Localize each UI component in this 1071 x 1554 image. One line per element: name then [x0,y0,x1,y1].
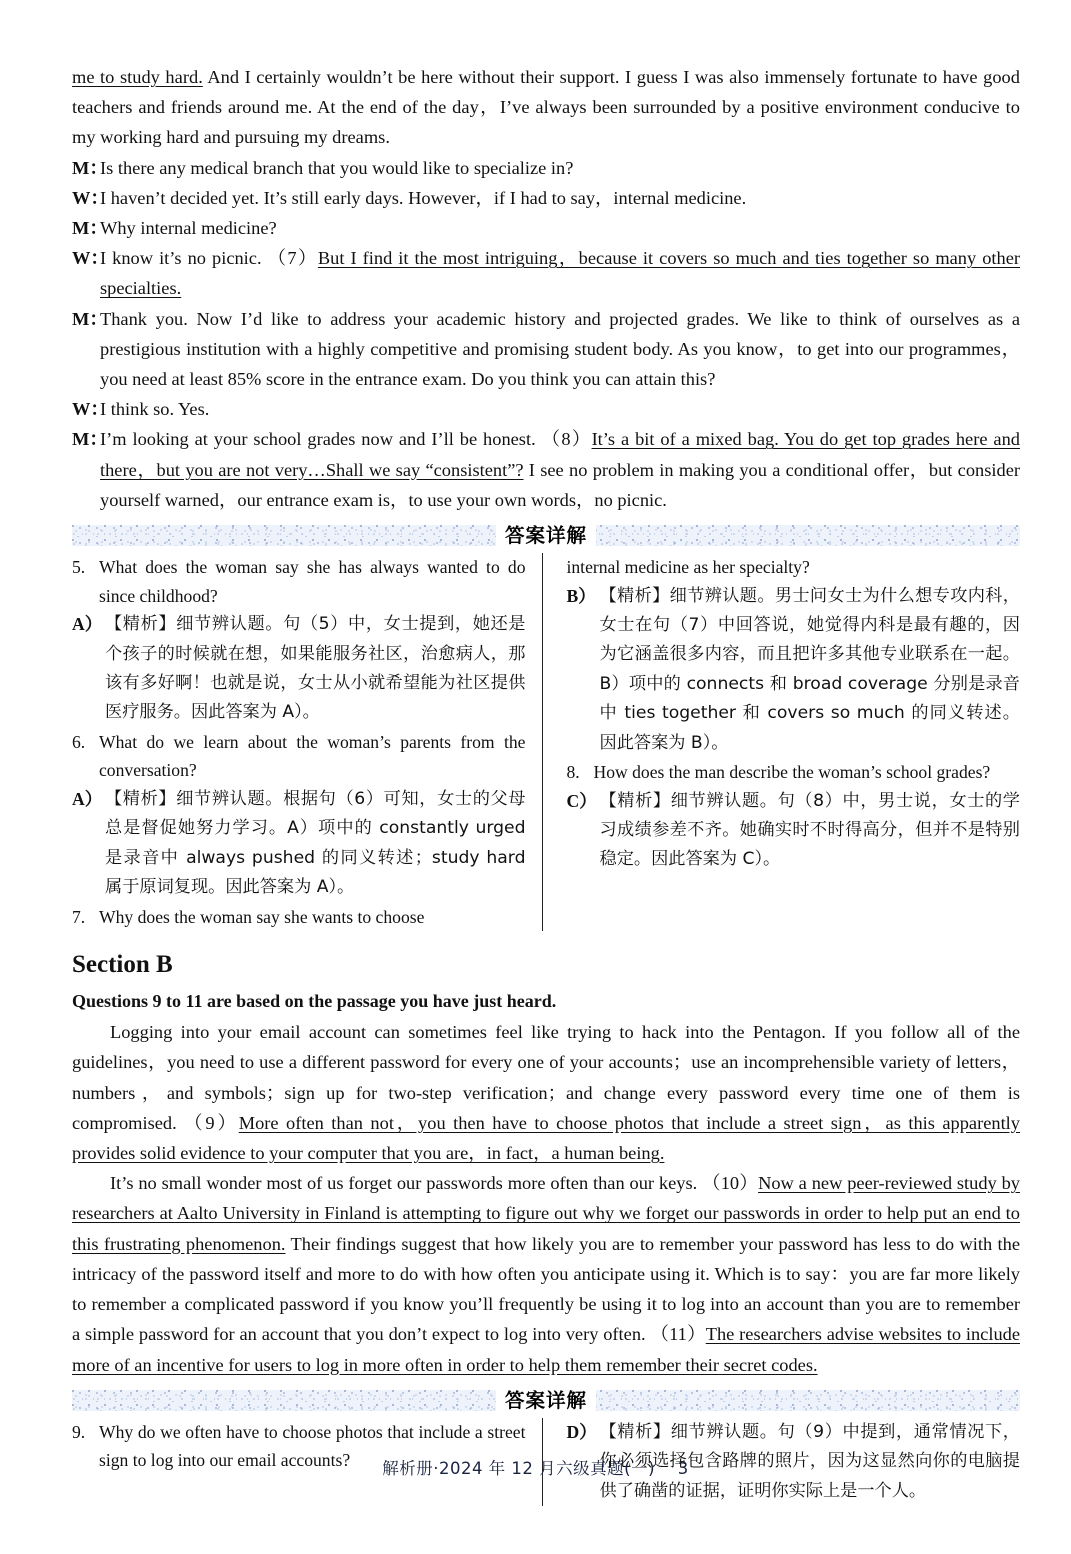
question-number: 8. [566,762,580,783]
answer-option-letter: A） [72,789,103,810]
utterance-6-run-1: It’s a bit of a mixed bag. You do get top grades here and there，but you are not very…Shall we say “consistent”? [100,429,1020,480]
speaker-utterance [100,394,1020,424]
answer-detail-label-1: 答案详解 [496,524,596,547]
transcript-turn [72,213,1020,243]
answer-option-letter: D） [566,1421,597,1442]
passage-1-run-0: It’s no small wonder most of us forget our passwords more often than our keys. （10） [110,1173,759,1194]
answers-column-left-1 [72,553,542,931]
section-b-passage [72,1017,1020,1379]
transcript-turn [72,304,1020,395]
question-text: What do we learn about the woman’s parents from the conversation? [99,731,526,781]
speaker-label: M： [72,157,108,178]
speaker-label: M： [72,308,108,329]
transcript-turn [72,183,1020,213]
answer-explanation [72,610,526,728]
question-text-continued: internal medicine as her specialty? [566,557,810,578]
listening-transcript [72,62,1020,515]
transcript-turn [72,394,1020,424]
question-text: Why does the woman say she wants to choose [99,906,425,927]
utterance-3-run-0: I know it’s no picnic. （7） [100,248,318,269]
section-b-title: Section B [72,951,173,979]
utterance-1-run-0: I haven’t decided yet. It’s still early days. However，if I had to say，internal medicine. [100,187,747,208]
speaker-label: M： [72,429,108,450]
passage-0-run-0: Logging into your email account can sometimes feel like trying to hack into the Pentagon. If you follow all of the guidelines，you need to use a different password for every one of your accounts；use an incomprehensible variety of letters，numbers，and symbols；sign up for two-step verification；and change every password every time one of them is compromised. （9） [72,1022,1020,1133]
answer-detail-label-2: 答案详解 [496,1389,596,1412]
speaker-utterance [100,213,1020,243]
speaker-utterance [100,304,1020,395]
transcript-turns [72,153,1020,515]
question-text: What does the woman say she has always wanted to do since childhood? [99,557,526,606]
explanation-text: 【精析】细节辨认题。男士问女士为什么想专攻内科，女士在句（7）中回答说，她觉得内科是最有趣的，因为它涵盖很多内容，而且把许多其他专业联系在一起。B）项中的 connects 和 broad coverage 分别是录音中 ties together 和 covers so much 的同义转述。因此答案为 B）。 [599,585,1020,753]
answer-option-letter: A） [72,614,103,635]
speaker-utterance [100,424,1020,515]
question-number: 9. [72,1421,86,1442]
speaker-label: W： [72,248,109,269]
speaker-label: M： [72,218,108,239]
section-b [72,945,1020,1379]
utterance-6-run-2: I see no problem in making you a conditional offer，but consider yourself warned，our entrance exam is，to use your own words，no picnic. [100,459,1020,510]
passage-1-run-2: Their findings suggest that how likely you are to remember your password has less to do with the intricacy of the password itself and more to do with how often you anticipate using it. Which is to say：you are far more likely to remember a complicated password if you know you’ll frequently be using it to log into an account than you are to remember a simple password for an account that you don’t expect to log into very often. （11） [72,1233,1021,1345]
explanation-text: 【精析】细节辨认题。根据句（6）可知，女士的父母总是督促她努力学习。A）项中的 constantly urged 是录音中 always pushed 的同义转述；study hard 属于原词复现。因此答案为 A）。 [105,789,526,898]
answers-block-1 [72,553,1020,931]
passage-paragraph [72,1168,1020,1379]
transcript-turn [72,424,1020,515]
answer-explanation [72,785,526,903]
transcript-continued-paragraph-run-0: me to study hard. [72,67,203,87]
answer-option-letter: B） [566,585,596,606]
utterance-6-run-0: I’m looking at your school grades now and I’ll be honest. （8） [100,429,592,450]
question-number: 5. [72,557,86,578]
answer-detail-band-2 [72,1387,1020,1414]
utterance-3-run-1: But I find it the most intriguing，because it covers so much and ties together so many other specialties. [100,248,1020,299]
answer-detail-band-1 [72,522,1020,549]
answer-question [567,758,1021,787]
passage-0-run-1: More often than not，you then have to choose photos that include a street sign，as this apparently provides solid evidence to your computer that you are，in fact，a human being. [72,1112,1020,1164]
utterance-0-run-0: Is there any medical branch that you would like to specialize in? [100,157,574,178]
passage-1-run-1: Now a new peer-reviewed study by researchers at Aalto University in Finland is attempting to figure out why we forget our passwords in order to help put an end to this frustrating phenomenon. [72,1173,1020,1254]
page-content [72,62,1020,1506]
passage-1-run-3: The researchers advise websites to include more of an incentive for users to log in more often in order to help them remember their secret codes. [72,1324,1020,1375]
passage-paragraph [72,1017,1020,1168]
answer-question [72,553,526,610]
question-text: Why do we often have to choose photos that include a street sign to log into our email accounts? [99,1421,526,1471]
answer-option-letter: C） [566,790,597,811]
page-footer: 解析册·2024 年 12 月六级真题(一) 3 [382,1459,689,1478]
explanation-text: 【精析】细节辨认题。句（9）中提到，通常情况下，你必须选择包含路牌的照片，因为这显然向你的电脑提供了确凿的证据，证明你实际上是一个人。 [599,1421,1020,1501]
utterance-4-run-0: Thank you. Now I’d like to address your academic history and projected grades. We like to think of ourselves as a prestigious institution with a highly competitive and promising student body. As you know，to get into our programmes，you need at least 85% score in the entrance exam. Do you think you can attain this? [100,308,1020,390]
utterance-2-run-0: Why internal medicine? [100,218,277,239]
answer-explanation [567,787,1021,875]
utterance-5-run-0: I think so. Yes. [100,399,210,420]
section-b-directions: Questions 9 to 11 are based on the passage you have just heard. [72,991,557,1012]
question-number: 6. [72,731,86,752]
transcript-turn [72,243,1020,303]
answer-question [72,728,526,785]
speaker-utterance [100,153,1020,183]
answer-question [72,903,526,932]
answers-column-right-1 [542,553,1021,931]
speaker-utterance [100,243,1020,303]
question-number: 7. [72,906,86,927]
question-text: How does the man describe the woman’s school grades? [593,762,991,783]
transcript-continued-paragraph-run-1: And I certainly wouldn’t be here without their support. I guess I was also immensely fortunate to have good teachers and friends around me. At the end of the day，I’ve always been surrounded by a positive environment conducive to my working hard and pursuing my dreams. [72,67,1020,148]
transcript-turn [72,153,1020,183]
speaker-label: W： [72,399,109,420]
answer-explanation [567,582,1021,758]
explanation-text: 【精析】细节辨认题。句（8）中，男士说，女士的学习成绩参差不齐。她确实时不时得高分，但并不是特别稳定。因此答案为 C）。 [599,790,1020,870]
explanation-text: 【精析】细节辨认题。句（5）中，女士提到，她还是个孩子的时候就在想，如果能服务社区，治愈病人，那该有多好啊！也就是说，女士从小就希望能为社区提供医疗服务。因此答案为 A）。 [105,614,526,723]
speaker-label: W： [72,187,109,208]
transcript-continued-paragraph [72,62,1020,153]
speaker-utterance [100,183,1020,213]
